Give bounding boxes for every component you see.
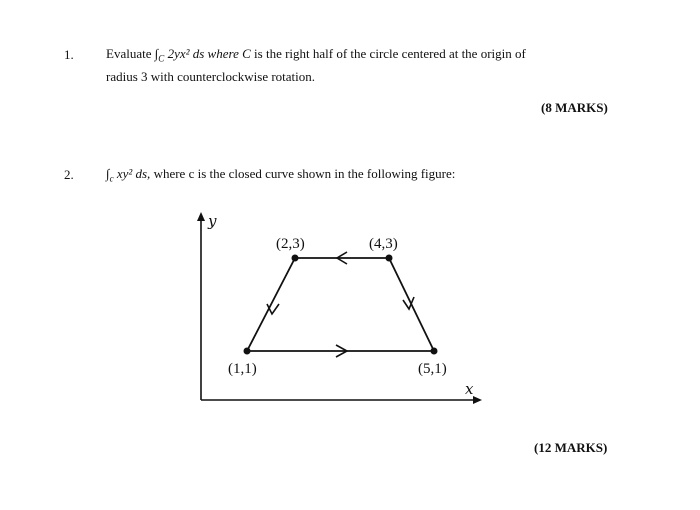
question-2-integrand: xy² ds, <box>113 166 151 181</box>
y-axis-label: y <box>208 212 217 230</box>
question-2-marks: (12 MARKS) <box>534 440 608 455</box>
vertex-label-5-1: (5,1) <box>418 361 447 377</box>
edge-left <box>247 258 295 351</box>
question-2-line <box>106 163 455 190</box>
vertex-1-1 <box>244 348 251 355</box>
integral-subscript: C <box>158 53 165 64</box>
question-2-number: 2. <box>64 167 74 182</box>
vertex-label-1-1: (1,1) <box>228 361 257 377</box>
integral-sign-2: ∫ <box>106 166 110 181</box>
question-1-number: 1. <box>64 47 74 62</box>
x-axis-arrow <box>473 396 482 404</box>
y-axis-arrow <box>197 212 205 221</box>
vertex-label-4-3: (4,3) <box>369 236 398 252</box>
arrow-left-icon <box>267 304 279 314</box>
question-2-rest: where c is the closed curve shown in the following figure: <box>150 166 456 181</box>
question-1-line-2: radius 3 with counterclockwise rotation. <box>106 69 316 84</box>
vertex-5-1 <box>431 348 438 355</box>
x-axis-label: x <box>465 380 474 398</box>
trapezoid-figure <box>190 206 500 412</box>
vertex-2-3 <box>292 255 299 262</box>
question-1-line-1-rest: is the right half of the circle centered at the origin of <box>250 46 526 61</box>
integral-subscript-2: c <box>109 173 114 184</box>
integral-sign: ∫ <box>154 46 159 61</box>
question-1-marks: (8 MARKS) <box>541 100 608 115</box>
question-1-prefix: Evaluate <box>106 46 155 61</box>
question-1-integrand: 2yx² ds where C <box>164 46 251 61</box>
vertex-4-3 <box>386 255 393 262</box>
vertex-label-2-3: (2,3) <box>276 236 305 252</box>
